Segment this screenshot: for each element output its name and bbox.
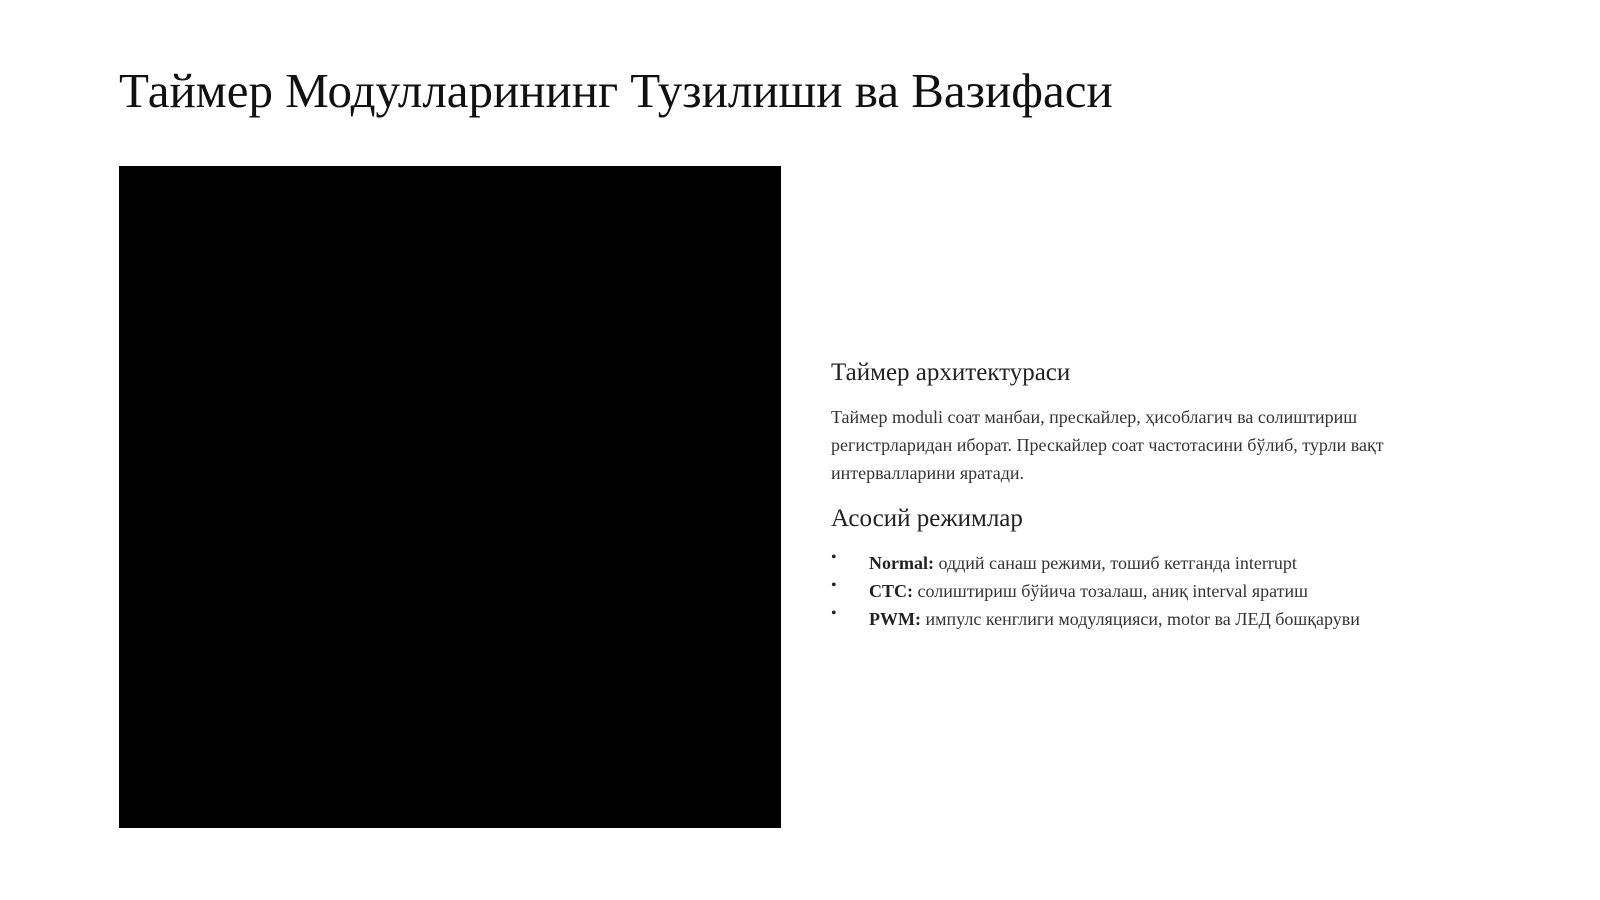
architecture-paragraph: Таймер moduli соат манбаи, прескайлер, ҳисоблагич ва солиштириш регистрларидан иборат. Прескайлер соат частотасини бўлиб, турли вақт интервалларини яратади.	[831, 407, 1384, 483]
architecture-heading: Таймер архитектураси	[831, 359, 1071, 386]
content-image-placeholder	[119, 166, 781, 828]
slide-title: Таймер Модулларининг Тузилиши ва Вазифаси	[119, 63, 1113, 118]
bullet-icon: •	[831, 577, 837, 594]
mode-item-normal	[831, 549, 1481, 577]
mode-description: солиштириш бўйича тозалаш, аниқ interval яратиш	[913, 581, 1309, 601]
mode-item-ctc	[831, 577, 1481, 605]
mode-description: оддий санаш режими, тошиб кетганда interrupt	[933, 553, 1297, 573]
mode-name: CTC:	[869, 581, 913, 601]
mode-name: PWM:	[869, 609, 921, 629]
modes-list	[831, 549, 1481, 633]
mode-description: импулс кенглиги модуляцияси, motor ва ЛЕД бошқаруви	[920, 609, 1360, 629]
bullet-icon: •	[831, 605, 837, 622]
mode-name: Normal:	[869, 553, 934, 573]
modes-heading: Асосий режимлар	[831, 505, 1023, 532]
bullet-icon: •	[831, 549, 837, 566]
mode-item-pwm	[831, 605, 1481, 633]
content-panel	[831, 355, 1481, 633]
